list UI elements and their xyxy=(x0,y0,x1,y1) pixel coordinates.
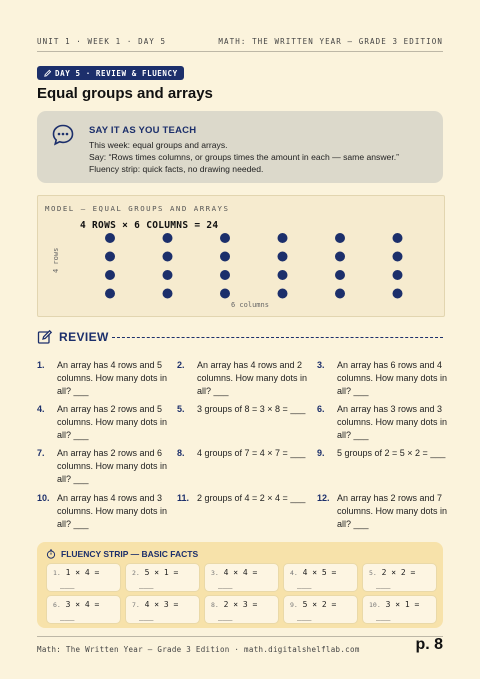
fact-blank: ___ xyxy=(376,612,391,621)
fact-cell-1 xyxy=(46,563,121,592)
header-right: MATH: THE WRITTEN YEAR — GRADE 3 EDITION xyxy=(218,37,443,46)
question-text: 3 groups of 8 = 3 × 8 = ___ xyxy=(197,404,306,414)
question-number: 10. xyxy=(37,493,50,503)
question-number: 4. xyxy=(37,404,45,414)
fluency-strip xyxy=(37,542,443,628)
question-number: 7. xyxy=(37,448,45,458)
array-dot xyxy=(278,252,288,262)
array-dot xyxy=(163,252,173,262)
question-number: 12. xyxy=(317,493,330,503)
array-dot xyxy=(163,289,173,299)
fact-text: 2 × 3 = xyxy=(223,600,258,609)
question-number: 11. xyxy=(177,493,190,503)
question-number: 9. xyxy=(317,448,325,458)
fact-blank: ___ xyxy=(139,612,154,621)
dot-array xyxy=(38,196,444,316)
array-dot xyxy=(220,252,230,262)
teaching-callout xyxy=(37,111,443,183)
columns-label: 6 columns xyxy=(231,301,269,309)
fact-number: 1. xyxy=(53,569,61,577)
fact-text: 3 × 1 = xyxy=(385,600,420,609)
array-dot xyxy=(105,233,115,243)
question-text: An array has 6 rows and 4 columns. How many dots in all? ___ xyxy=(337,360,448,396)
question-number: 1. xyxy=(37,360,45,370)
fact-number: 7. xyxy=(132,601,140,609)
fact-number: 4. xyxy=(290,569,298,577)
array-dot xyxy=(335,270,345,280)
question-number: 3. xyxy=(317,360,325,370)
question-number: 8. xyxy=(177,448,185,458)
question-number: 5. xyxy=(177,404,185,414)
fact-cell-9 xyxy=(283,595,358,624)
question-text: 4 groups of 7 = 4 × 7 = ___ xyxy=(197,448,306,458)
fact-text: 4 × 3 = xyxy=(144,600,179,609)
page-number: p. 8 xyxy=(415,636,443,653)
header-left: UNIT 1 · WEEK 1 · DAY 5 xyxy=(37,37,167,46)
fluency-heading-label: FLUENCY STRIP — BASIC FACTS xyxy=(61,549,199,559)
teach-line-2: Say: “Rows times columns, or groups times the amount in each — same answer.” xyxy=(89,152,399,162)
question-number: 6. xyxy=(317,404,325,414)
footer-text: Math: The Written Year — Grade 3 Edition · math.digitalshelflab.com xyxy=(37,645,360,654)
running-header xyxy=(37,37,443,46)
question-text: An array has 2 rows and 7 columns. How many dots in all? ___ xyxy=(337,493,448,529)
fact-blank: ___ xyxy=(218,580,233,589)
fact-blank: ___ xyxy=(60,612,75,621)
array-dot xyxy=(220,233,230,243)
fact-number: 8. xyxy=(211,601,219,609)
array-dot xyxy=(278,233,288,243)
array-dot xyxy=(163,233,173,243)
fact-number: 5. xyxy=(369,569,377,577)
footer-rule xyxy=(37,636,443,637)
array-dot xyxy=(393,289,403,299)
fluency-heading xyxy=(46,549,198,559)
fact-cell-10 xyxy=(362,595,437,624)
rows-label: 4 rows xyxy=(52,247,60,273)
array-dot xyxy=(105,289,115,299)
pencil-icon xyxy=(43,69,52,78)
page-title: Equal groups and arrays xyxy=(37,85,213,102)
fact-text: 3 × 4 = xyxy=(65,600,100,609)
fact-number: 10. xyxy=(369,601,381,609)
fact-cell-4 xyxy=(283,563,358,592)
question-text: An array has 2 rows and 5 columns. How many dots in all? ___ xyxy=(57,404,168,440)
model-equation: 4 ROWS × 6 COLUMNS = 24 xyxy=(80,220,219,231)
array-dot xyxy=(105,270,115,280)
fact-cell-6 xyxy=(46,595,121,624)
array-dot xyxy=(335,289,345,299)
fact-number: 2. xyxy=(132,569,140,577)
array-dot xyxy=(393,252,403,262)
fact-blank: ___ xyxy=(60,580,75,589)
day-badge-label: DAY 5 · REVIEW & FLUENCY xyxy=(55,69,178,78)
fact-blank: ___ xyxy=(297,580,312,589)
array-dot xyxy=(335,252,345,262)
fact-text: 5 × 1 = xyxy=(144,568,179,577)
review-heading xyxy=(37,329,109,345)
array-dot xyxy=(393,233,403,243)
array-dot xyxy=(278,270,288,280)
fact-text: 2 × 2 = xyxy=(381,568,416,577)
edit-icon xyxy=(37,329,53,345)
stopwatch-icon xyxy=(46,549,56,559)
fact-cell-3 xyxy=(204,563,279,592)
header-rule xyxy=(37,51,443,52)
array-dot xyxy=(105,252,115,262)
teach-heading: SAY IT AS YOU TEACH xyxy=(89,125,197,136)
teach-line-3: Fluency strip: quick facts, no drawing needed. xyxy=(89,164,264,174)
fact-cell-8 xyxy=(204,595,279,624)
fact-text: 5 × 2 = xyxy=(302,600,337,609)
array-dot xyxy=(163,270,173,280)
array-dot xyxy=(220,289,230,299)
array-dot xyxy=(335,233,345,243)
fact-text: 4 × 5 = xyxy=(302,568,337,577)
fact-cell-5 xyxy=(362,563,437,592)
fact-blank: ___ xyxy=(139,580,154,589)
question-text: 2 groups of 4 = 2 × 4 = ___ xyxy=(197,493,306,503)
review-label: REVIEW xyxy=(59,330,109,344)
fact-blank: ___ xyxy=(218,612,233,621)
fact-cell-2 xyxy=(125,563,200,592)
array-dot xyxy=(393,270,403,280)
array-model xyxy=(37,195,445,317)
array-dot xyxy=(220,270,230,280)
model-caption: MODEL — EQUAL GROUPS AND ARRAYS xyxy=(45,204,230,213)
teach-line-1: This week: equal groups and arrays. xyxy=(89,140,228,150)
question-text: An array has 2 rows and 6 columns. How many dots in all? ___ xyxy=(57,448,168,484)
fact-number: 6. xyxy=(53,601,61,609)
fact-number: 9. xyxy=(290,601,298,609)
fact-text: 1 × 4 = xyxy=(65,568,100,577)
question-text: An array has 4 rows and 2 columns. How many dots in all? ___ xyxy=(197,360,308,396)
fact-text: 4 × 4 = xyxy=(223,568,258,577)
array-dot xyxy=(278,289,288,299)
fact-blank: ___ xyxy=(376,580,391,589)
question-number: 2. xyxy=(177,360,185,370)
question-text: An array has 3 rows and 3 columns. How many dots in all? ___ xyxy=(337,404,448,440)
fact-blank: ___ xyxy=(297,612,312,621)
review-divider xyxy=(112,337,443,338)
question-text: 5 groups of 2 = 5 × 2 = ___ xyxy=(337,448,446,458)
question-text: An array has 4 rows and 3 columns. How many dots in all? ___ xyxy=(57,493,168,529)
question-text: An array has 4 rows and 5 columns. How many dots in all? ___ xyxy=(57,360,168,396)
fact-number: 3. xyxy=(211,569,219,577)
fact-cell-7 xyxy=(125,595,200,624)
speech-bubble-icon xyxy=(51,123,75,147)
day-badge xyxy=(37,66,184,80)
